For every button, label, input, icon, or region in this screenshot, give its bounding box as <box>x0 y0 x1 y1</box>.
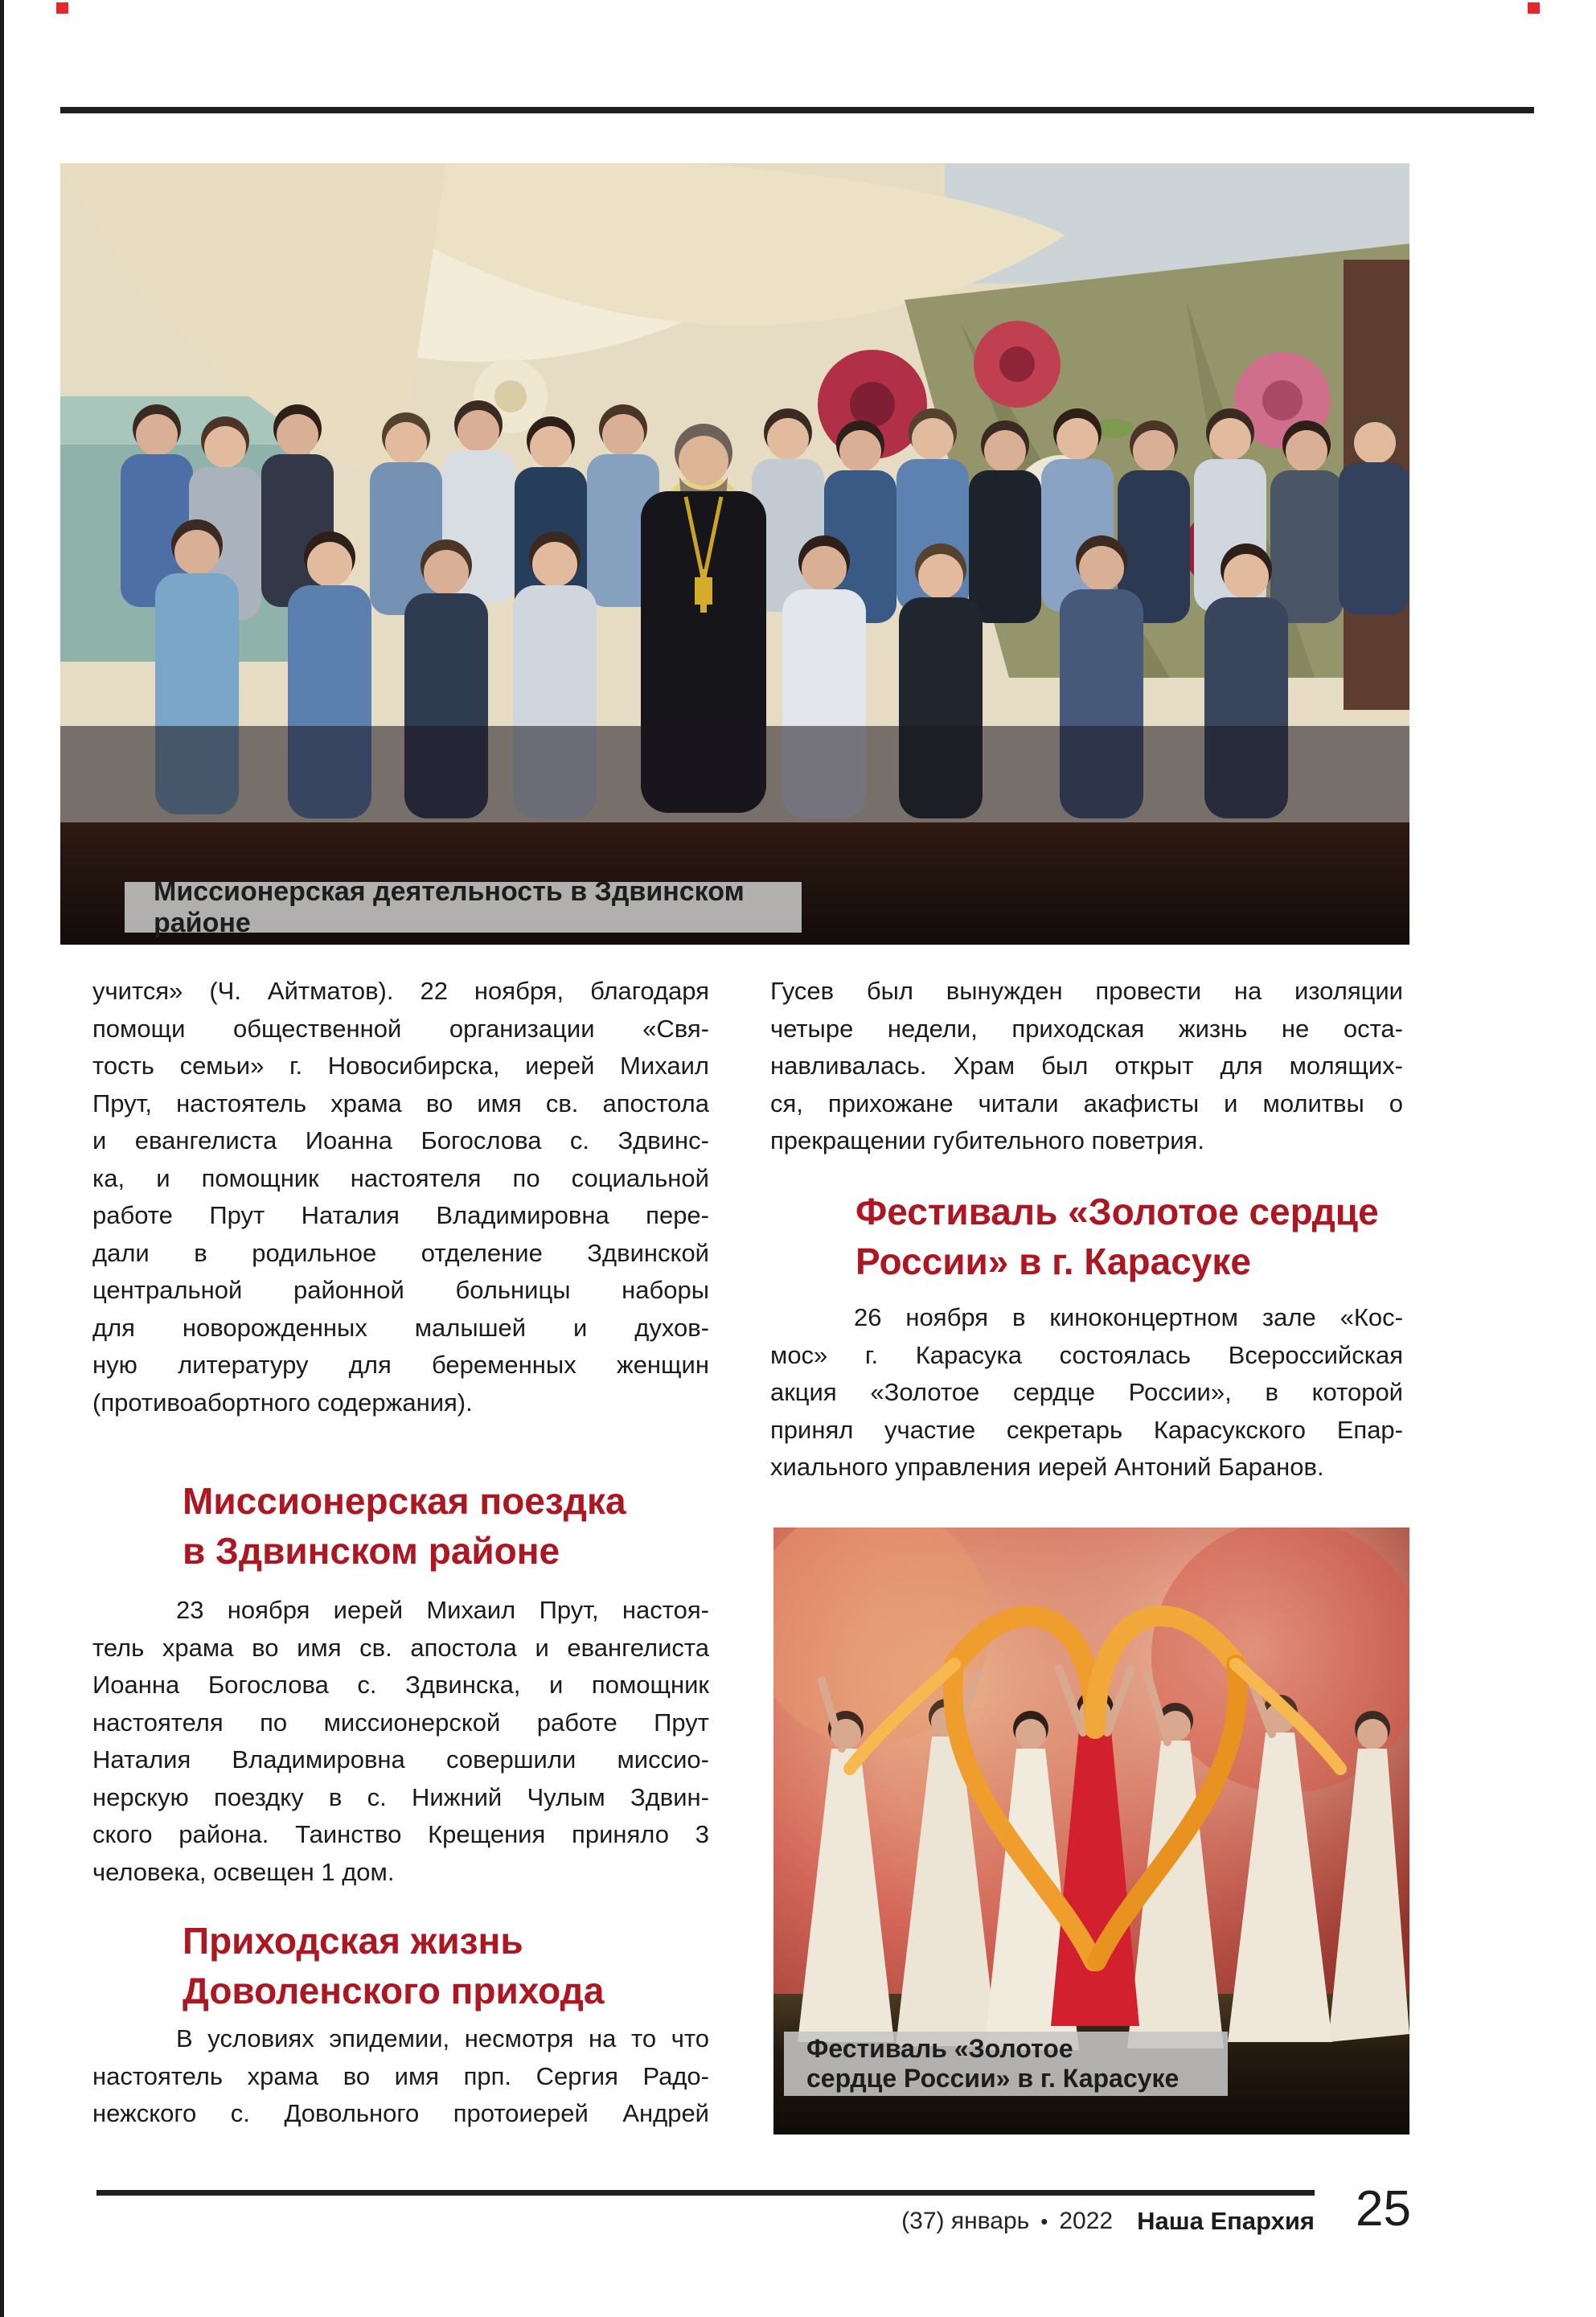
text-line: учится» (Ч. Айтматов). 22 ноября, благодаря <box>92 977 709 1005</box>
text-line: настоятель храма во имя прп. Сергия Радо- <box>92 2061 709 2090</box>
left-paragraph-1 <box>92 973 709 1421</box>
text-line: нежского с. Довольного протоиерей Андрей <box>92 2099 709 2127</box>
text-line: России» в г. Карасуке <box>855 1241 1251 1282</box>
footer-brand: Наша Епархия <box>1137 2207 1315 2235</box>
text-line: акция «Золотое сердце России», в которой <box>770 1378 1403 1406</box>
text-line: мос» г. Карасука состоялась Всероссийская <box>770 1340 1403 1369</box>
text-line: Фестиваль «Золотое <box>806 2034 1073 2063</box>
text-line: Доволенского прихода <box>183 1970 605 2011</box>
footer <box>643 2203 1315 2240</box>
heading-parish-life <box>92 1916 799 2016</box>
photo1-caption-text: Миссионерская деятельность в Здвинском районе <box>154 876 745 938</box>
text-line: центральной районной больницы наборы <box>92 1276 709 1304</box>
text-line: помощи общественной организации «Свя- <box>92 1014 709 1043</box>
crop-mark-left <box>56 2 68 14</box>
text-line: в Здвинском районе <box>183 1530 560 1572</box>
text-line: сердце России» в г. Карасуке <box>806 2064 1180 2093</box>
text-line: дали в родильное отделение Здвинской <box>92 1238 709 1267</box>
text-line: и евангелиста Иоанна Богослова с. Здвинс- <box>92 1126 709 1154</box>
right-paragraph-1 <box>770 973 1403 1160</box>
text-line: Гусев был вынужден провести на изоляции <box>770 977 1403 1005</box>
photo-missionary-illustration <box>60 163 1409 945</box>
text-line: настоятеля по миссионерской работе Прут <box>92 1708 709 1737</box>
text-line: (противоабортного содержания). <box>92 1388 473 1417</box>
page-number: 25 <box>1356 2181 1411 2237</box>
scan-edge-line <box>0 0 4 2317</box>
text-line: тель храма во имя св. апостола и евангелиста <box>92 1633 709 1662</box>
heading-missionary-trip <box>92 1476 799 1576</box>
text-line: для новорожденных малышей и духов- <box>92 1313 709 1342</box>
text-line: 23 ноября иерей Михаил Прут, настоя- <box>176 1596 709 1624</box>
crop-mark-right <box>1528 2 1540 14</box>
left-paragraph-3 <box>92 2020 709 2133</box>
text-line: Фестиваль «Золотое сердце <box>855 1191 1379 1232</box>
footer-divider-rule <box>96 2190 1315 2196</box>
text-line: Наталия Владимировна совершили миссио- <box>92 1745 709 1774</box>
right-paragraph-2 <box>770 1299 1403 1487</box>
footer-issue: (37) январь <box>901 2208 1030 2234</box>
text-line: тость семьи» г. Новосибирска, иерей Михаил <box>92 1052 709 1080</box>
text-line: работе Прут Наталия Владимировна пере- <box>92 1201 709 1229</box>
text-line: человека, освещен 1 дом. <box>92 1857 395 1886</box>
footer-year: 2022 <box>1059 2208 1114 2234</box>
text-line: принял участие секретарь Карасукского Епар- <box>770 1415 1403 1444</box>
text-line: прекращении губительного поветрия. <box>770 1126 1204 1154</box>
text-line: Иоанна Богослова с. Здвинска, и помощник <box>92 1671 709 1699</box>
text-line: хиального управления иерей Антоний Баранов. <box>770 1453 1324 1481</box>
photo2-caption <box>784 2032 1228 2096</box>
text-line: нерскую поездку в с. Нижний Чулым Здвин- <box>92 1782 709 1811</box>
text-line: 26 ноября в киноконцертном зале «Кос- <box>854 1303 1403 1331</box>
text-line: ся, прихожане читали акафисты и молитвы о <box>770 1089 1403 1117</box>
photo-missionary-group <box>60 163 1409 945</box>
text-line: ского района. Таинство Крещения приняло 3 <box>92 1820 709 1848</box>
text-line: В условиях эпидемии, несмотря на то что <box>176 2024 709 2052</box>
top-divider-rule <box>60 107 1534 113</box>
text-line: Миссионерская поездка <box>183 1480 626 1522</box>
footer-bullet-icon: • <box>1040 2208 1048 2233</box>
text-line: навливалась. Храм был открыт для молящих- <box>770 1052 1403 1080</box>
left-paragraph-2 <box>92 1592 709 1891</box>
photo1-caption <box>125 876 802 938</box>
text-line: ную литературу для беременных женщин <box>92 1351 709 1379</box>
text-line: Приходская жизнь <box>183 1920 523 1962</box>
text-line: ка, и помощник настоятеля по социальной <box>92 1163 709 1192</box>
text-line: четыре недели, приходская жизнь не оста- <box>770 1014 1403 1043</box>
heading-golden-heart-festival <box>770 1187 1488 1286</box>
text-line: Прут, настоятель храма во имя св. апостола <box>92 1089 709 1117</box>
